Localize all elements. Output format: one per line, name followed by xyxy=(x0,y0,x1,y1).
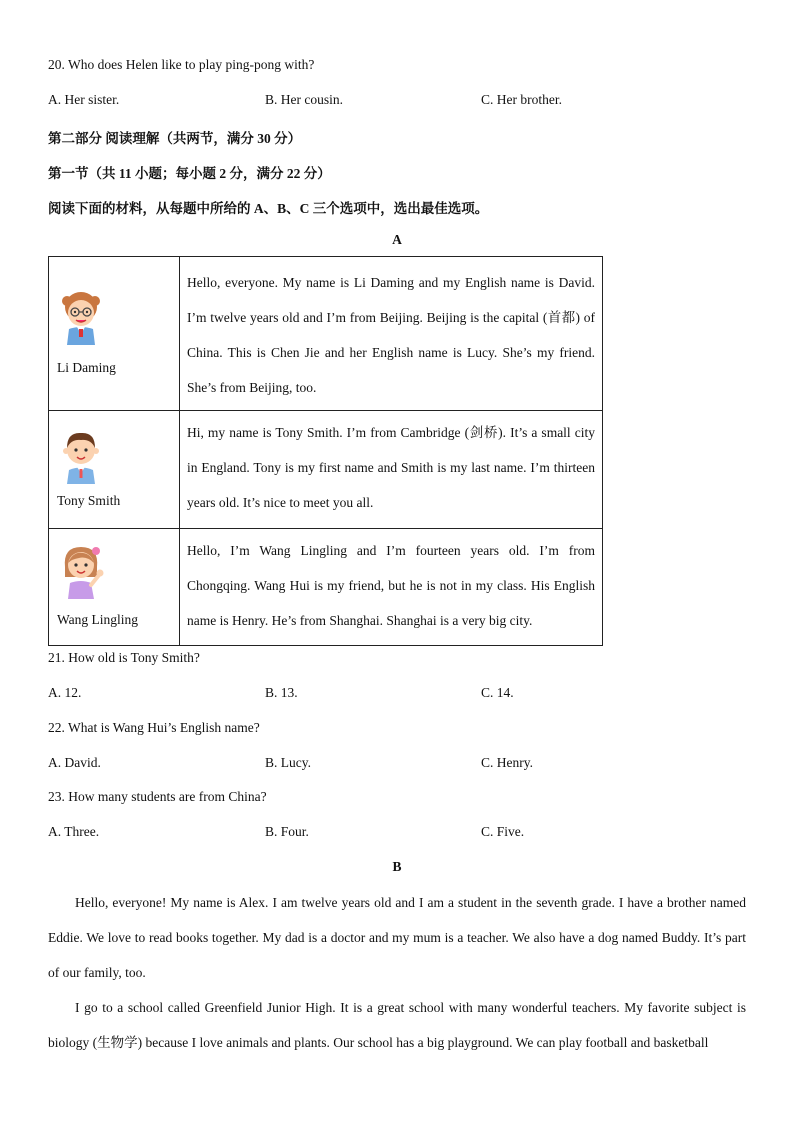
profile-name: Wang Lingling xyxy=(57,612,139,627)
profile-text: Hi, my name is Tony Smith. I’m from Cambridge (剑桥). It’s a small city in England. Tony is my first name and Smith is my last name. I’m thirteen years old. It’s nice to meet you all. xyxy=(180,411,603,529)
question-20: 20. Who does Helen like to play ping-pong with? xyxy=(48,57,315,72)
question-22-options xyxy=(48,755,748,773)
table-row xyxy=(49,411,603,529)
question-22: 22. What is Wang Hui’s English name? xyxy=(48,720,260,735)
option-b: B. 13. xyxy=(265,685,298,700)
instructions: 阅读下面的材料，从每题中所给的 A、B、C 三个选项中，选出最佳选项。 xyxy=(48,201,489,216)
table-row xyxy=(49,529,603,646)
profile-name: Tony Smith xyxy=(57,493,121,508)
question-21: 21. How old is Tony Smith? xyxy=(48,650,200,665)
section-1-heading: 第一节（共 11 小题；每小题 2 分，满分 22 分） xyxy=(48,166,331,181)
passage-a-label: A xyxy=(392,232,402,247)
option-a: A. 12. xyxy=(48,685,82,700)
option-b: B. Her cousin. xyxy=(265,92,343,107)
passage-b-label: B xyxy=(392,859,402,874)
profile-name: Li Daming xyxy=(57,360,116,375)
part-2-heading: 第二部分 阅读理解（共两节，满分 30 分） xyxy=(48,131,302,146)
question-23: 23. How many students are from China? xyxy=(48,789,267,804)
profile-text: Hello, everyone. My name is Li Daming and my English name is David. I’m twelve years old and I’m from Beijing. Beijing is the capital (首都) of China. This is Chen Jie and her English name is Lucy. She’s my friend. She’s from Beijing, too. xyxy=(180,257,603,411)
profile-cell xyxy=(49,411,180,529)
option-c: C. Her brother. xyxy=(481,92,562,107)
option-c: C. 14. xyxy=(481,685,514,700)
option-a: A. Her sister. xyxy=(48,92,120,107)
profile-cell xyxy=(49,529,180,646)
profile-text: Hello, I’m Wang Lingling and I’m fourteen years old. I’m from Chongqing. Wang Hui is my friend, but he is not in my class. His English name is Henry. He’s from Shanghai. Shanghai is a very big city. xyxy=(180,529,603,646)
passage-b-paragraph-1: Hello, everyone! My name is Alex. I am twelve years old and I am a student in the seventh grade. I have a brother named Eddie. We love to read books together. My dad is a doctor and my mum is a teacher. We also have a dog named Buddy. It’s part of our family, too. xyxy=(48,895,746,980)
boy-icon xyxy=(57,426,105,486)
option-b: B. Four. xyxy=(265,824,309,839)
girl-waving-icon xyxy=(57,541,105,601)
option-b: B. Lucy. xyxy=(265,755,311,770)
question-21-options xyxy=(48,685,748,703)
option-a: A. David. xyxy=(48,755,101,770)
option-a: A. Three. xyxy=(48,824,100,839)
option-c: C. Five. xyxy=(481,824,525,839)
profiles-table xyxy=(48,256,603,646)
boy-with-glasses-icon xyxy=(57,287,105,347)
option-c: C. Henry. xyxy=(481,755,533,770)
question-23-options xyxy=(48,824,748,842)
question-20-options xyxy=(48,92,748,110)
passage-b-paragraph-2: I go to a school called Greenfield Junior High. It is a great school with many wonderful teachers. My favorite subject is biology (生物学) because I love animals and plants. Our school has a big playground. We can play football and basketball xyxy=(48,1000,746,1050)
table-row xyxy=(49,257,603,411)
profile-cell xyxy=(49,257,180,411)
